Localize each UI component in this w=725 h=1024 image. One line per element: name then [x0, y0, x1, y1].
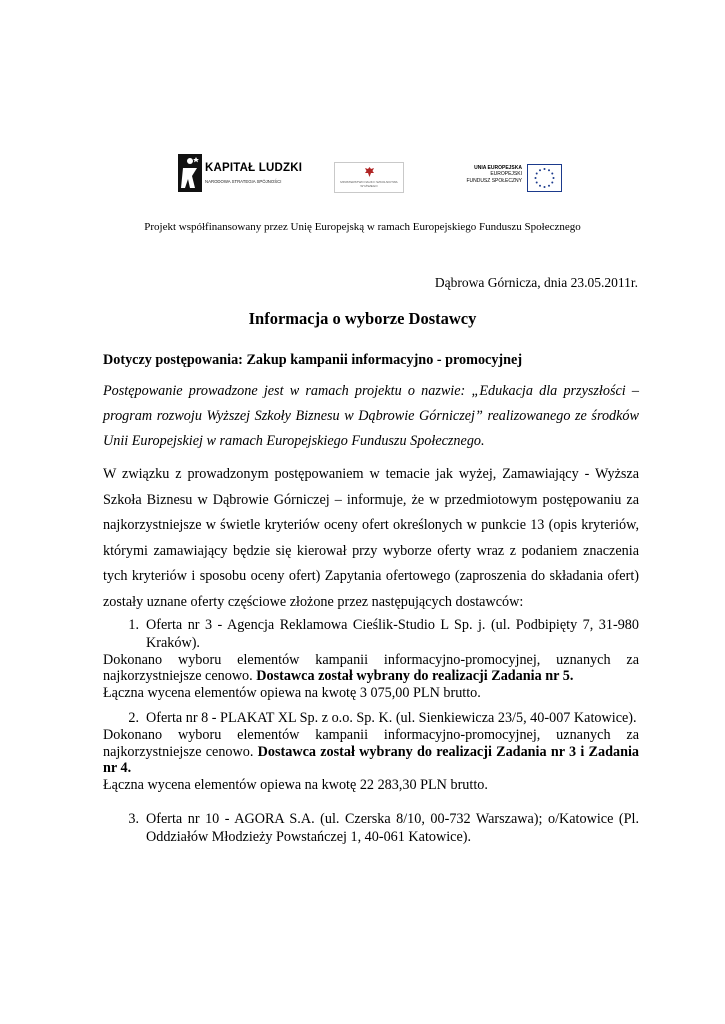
offer-text: Oferta nr 10 - AGORA S.A. (ul. Czerska 8/10, 00-732 Warszawa); o/Katowice (Pl. Oddziałów Młodzieży Powstańczej 1, 40-061 Katowice). [146, 811, 639, 846]
kapital-ludzki-title: KAPITAŁ LUDZKI [205, 162, 303, 174]
decision-text: Dokonano wyboru elementów kampanii informacyjno-promocyjnej, uznanych za najkorzystniejsze cenowo. [103, 651, 639, 685]
project-paragraph: Postępowanie prowadzone jest w ramach projektu o nazwie: „Edukacja dla przyszłości – program rozwoju Wyższej Szkoły Biznesu w Dąbrowie Górniczej” realizowanego ze środków Unii Europejskiej w ramach Europejskiego Funduszu Społecznego. [103, 383, 639, 449]
ministry-text: MINISTERSTWO NAUKI I SZKOLNICTWA WYŻSZEGO [340, 180, 398, 188]
list-number: 1. [128, 616, 139, 633]
offer-block-3 [103, 810, 639, 846]
decision-text: Dokonano wyboru elementów kampanii informacyjno-promocyjnej, uznanych za najkorzystniejsze cenowo. [103, 727, 639, 760]
logo-bar [0, 150, 725, 198]
offer-total: Łączna wycena elementów opiewa na kwotę 3 075,00 PLN brutto. [103, 684, 481, 701]
eu-logo-line2: EUROPEJSKI [490, 171, 522, 178]
eu-logo-text [466, 165, 522, 184]
eu-logo-line3: FUNDUSZ SPOŁECZNY [466, 177, 522, 184]
list-number: 3. [128, 811, 139, 828]
offer-text: Oferta nr 3 - Agencja Reklamowa Cieślik-Studio L Sp. j. (ul. Podbipięty 7, 31-980 Kraków). [146, 616, 639, 651]
document-body [103, 351, 639, 846]
offer-block-2 [103, 709, 639, 793]
date-place: Dąbrowa Górnicza, dnia 23.05.2011r. [434, 275, 638, 290]
offer-total: Łączna wycena elementów opiewa na kwotę 22 283,30 PLN brutto. [103, 776, 488, 793]
subject-line: Dotyczy postępowania: Zakup kampanii informacyjno - promocyjnej [103, 352, 523, 368]
offer-text: Oferta nr 8 - PLAKAT XL Sp. z o.o. Sp. K. (ul. Sienkiewicza 23/5, 40-007 Katowice). [146, 710, 637, 727]
offer-decision [103, 652, 639, 685]
eu-logo-line1: UNIA EUROPEJSKA [474, 165, 522, 171]
list-item [103, 810, 639, 846]
kapital-ludzki-emblem-icon [178, 154, 202, 192]
list-number: 2. [128, 710, 139, 727]
kapital-ludzki-subtitle: NARODOWA STRATEGIA SPÓJNOŚCI [205, 179, 282, 184]
intro-paragraph: W związku z prowadzonym postępowaniem w temacie jak wyżej, Zamawiający - Wyższa Szkoła Biznesu w Dąbrowie Górniczej – informuje, że w przedmiotowym postępowaniu za najkorzystniejsze w świetle kryteriów oceny ofert określonych w punkcie 13 (opis kryteriów, którymi zamawiający będzie się kierował przy wyborze oferty wraz z podaniem znaczenia tych kryteriów i sposobu oceny ofert) Zapytania ofertowego (zaproszenia do składania ofert) zostały uznane oferty częściowe złożone przez następujących dostawców: [103, 466, 639, 610]
document-title: Informacja o wyborze Dostawcy [248, 309, 477, 328]
offer-block-1 [103, 616, 639, 702]
list-item [103, 709, 639, 727]
offer-decision [103, 727, 639, 777]
ministry-logo [334, 162, 404, 193]
list-item [103, 616, 639, 652]
cofinancing-header: Projekt współfinansowany przez Unię Europejską w ramach Europejskiego Funduszu Społecznego [144, 221, 581, 233]
eu-flag-icon [527, 164, 562, 192]
eagle-emblem-icon [364, 166, 375, 178]
decision-bold: Dostawca został wybrany do realizacji Zadania nr 3 i Zadania nr 4. [103, 743, 640, 777]
kapital-ludzki-logo [178, 154, 318, 194]
eu-logo [450, 164, 562, 196]
decision-bold: Dostawca został wybrany do realizacji Zadania nr 5. [256, 668, 574, 685]
